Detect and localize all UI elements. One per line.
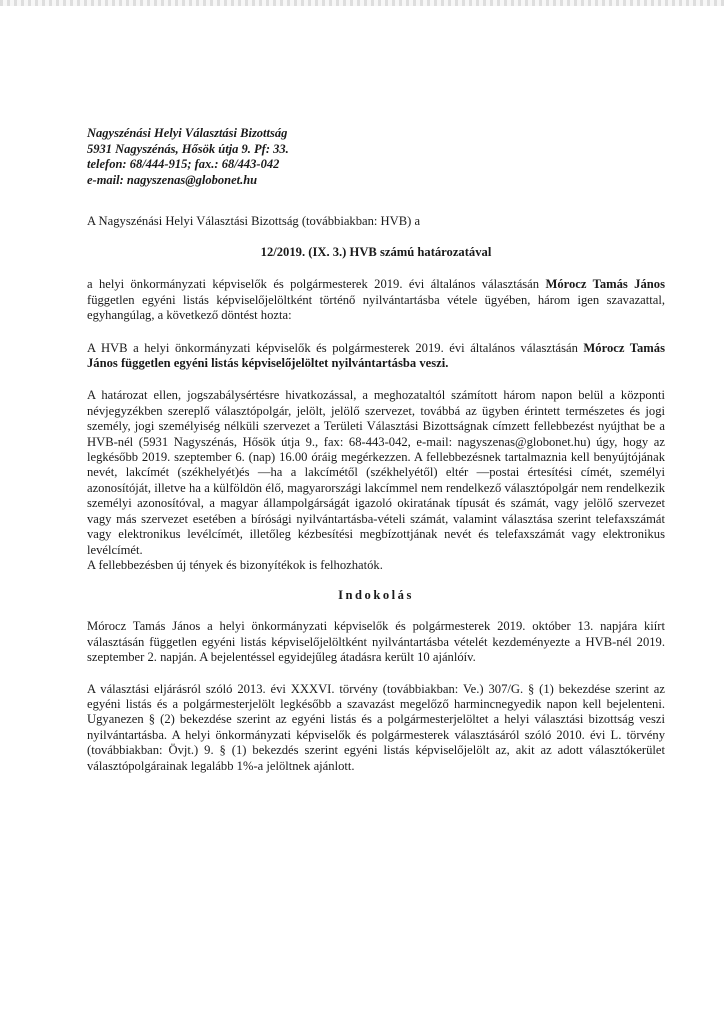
candidate-name: Mórocz Tamás János [545, 277, 665, 292]
reasoning-title: Indokolás [338, 588, 414, 603]
operative-bold: Mórocz Tamás János független egyéni listás képviselőjelöltet nyilvántartásba veszi. [87, 340, 665, 371]
decision-preamble [87, 277, 665, 323]
reasoning-para-1: Mórocz Tamás János a helyi önkormányzati képviselők és polgármesterek 2019. október 13. napjára kiírt választásán független egyéni listás képviselőjelöltként nyilvántartásba vételét kezdeményezte a HVB-nél 2019. szeptember 2. napján. A bejelentéssel egyidejűleg átadásra került 10 ajánlóív. [87, 619, 665, 665]
decision-operative [87, 341, 665, 372]
letterhead-phone: telefon: 68/444-915; fax.: 68/443-042 [87, 157, 280, 171]
preamble-text-end: független egyéni listás képviselőjelöltként történő nyilvántartásba vétele ügyében, három igen szavazattal, egyhangúlag, a következő döntést hozta: [87, 292, 665, 323]
letterhead [87, 126, 665, 188]
scan-edge [0, 0, 724, 6]
letterhead-name: Nagyszénási Helyi Választási Bizottság [87, 126, 288, 140]
operative-text: A HVB a helyi önkormányzati képviselők és polgármesterek 2019. évi általános választásán [87, 340, 584, 355]
reasoning-para-2: A választási eljárásról szóló 2013. évi XXXVI. törvény (továbbiakban: Ve.) 307/G. § (1) bekezdése szerint az egyéni listás és a polgármesterjelölt legkésőbb a szavazást megelőző harmincnegyedik napon kell bejelenteni. Ugyanezen § (2) bekezdése szerint az egyéni listás és a polgármesterjelöltet a helyi választási bizottság veszi nyilvántartásba. A helyi önkormányzati képviselők és polgármesterek választásáról szóló 2010. évi L. törvény (továbbiakban: Övjt.) 9. § (1) bekezdés szerint egyéni listás képviselőjelölt az, akit az adott választókerület választópolgárainak legalább 1%-a jelöltnek ajánlott. [87, 681, 665, 773]
document-page [87, 126, 665, 774]
letterhead-address: 5931 Nagyszénás, Hősök útja 9. Pf: 33. [87, 141, 289, 156]
letterhead-email: e-mail: nagyszenas@globonet.hu [87, 172, 258, 187]
decision-number: 12/2019. (IX. 3.) HVB számú határozatával [260, 245, 492, 260]
preamble-text: a helyi önkormányzati képviselők és polgármesterek 2019. évi általános választásán [87, 277, 546, 292]
intro-text: A Nagyszénási Helyi Választási Bizottság (továbbiakban: HVB) a [87, 214, 421, 228]
appeal-notice: A határozat ellen, jogszabálysértésre hivatkozással, a meghozataltól számított három napon belül a központi névjegyzékben szereplő választópolgár, jelölt, jelölő szervezet, továbbá az ügyben érintett természetes és jogi személy, jogi személyiség nélküli szervezet a Területi Választási Bizottságnak címzett fellebbezést nyújthat be a HVB-nél (5931 Nagyszénás, Hősök útja 9., fax: 68-443-042, e-mail: nagyszenas@globonet.hu) úgy, hogy az legkésőbb 2019. szeptember 6. (nap) 16.00 óráig megérkezzen. A fellebbezésnek tartalmaznia kell benyújtójának nevét, lakcímét (székhelyét)és —ha a lakcímétől (székhelyétől) eltér —postai értesítési címét, személyi azonosítóját, illetve ha a külföldön élő, magyarországi lakcímmel nem rendelkező választópolgár nem rendelkezik személyi azonosítóval, a magyar állampolgárságát igazoló okiratának típusát és számát, vagy jelölő szervezet vagy más szervezet esetében a bírósági nyilvántartásba-vételi számát, valamint választása szerint telefaxszámát vagy elektronikus levélcímét, illetőleg kézbesítési megbízottjának nevét és telefaxszámát vagy elektronikus levélcímét. [87, 388, 665, 557]
appeal-evidence: A fellebbezésben új tények és bizonyítékok is felhozhatók. [87, 557, 383, 572]
